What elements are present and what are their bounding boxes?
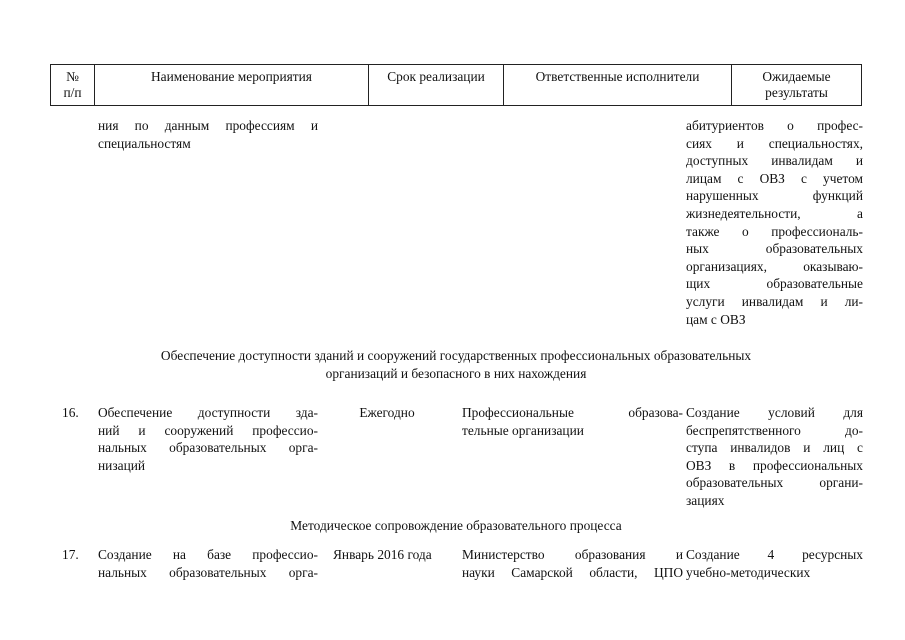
section-heading-line: организаций и безопасного в них нахождения: [325, 365, 587, 381]
table-header: [50, 64, 862, 106]
row-16-term: Ежегодно: [359, 405, 415, 420]
continued-result-line: абитуриентов о профес-: [686, 118, 863, 133]
continued-result-line: ных образовательных: [686, 241, 863, 257]
row-17-responsible: [462, 546, 683, 581]
continued-result-line: доступных инвалидам и: [686, 153, 863, 169]
continued-result-line: сиях и специальностях,: [686, 135, 863, 151]
row-17-responsible-line: Министерство образования и: [462, 547, 683, 562]
row-17-name: [98, 546, 318, 581]
row-17-name-line: Создание на базе профессио-: [98, 547, 318, 562]
row-16-name: [98, 404, 318, 474]
row-16-name-line: нальных образовательных орга-: [98, 440, 318, 456]
continued-result-line: щих образовательные: [686, 276, 863, 292]
row-16-result-line: беспрепятственного до-: [686, 422, 863, 438]
row-16-result-line: зациях: [686, 492, 725, 508]
continued-name-line: ния по данным профессиям и: [98, 118, 318, 133]
row-16-result-line: Создание условий для: [686, 405, 863, 420]
row-16-result-line: образовательных органи-: [686, 475, 863, 491]
header-term: Срок реализации: [369, 65, 504, 105]
row-16-result: [686, 404, 863, 510]
section-heading-accessibility: [50, 347, 862, 382]
row-17-result-line: Создание 4 ресурсных: [686, 547, 863, 562]
continued-result-line: организациях, оказываю-: [686, 258, 863, 274]
row-17-name-line: нальных образовательных орга-: [98, 564, 318, 580]
continued-result-line: услуги инвалидам и ли-: [686, 293, 863, 309]
row-16-result-line: ОВЗ в профессиональных: [686, 457, 863, 473]
continued-name: [98, 117, 318, 152]
row-16-result-line: ступа инвалидов и лиц с: [686, 440, 863, 456]
row-16-responsible: [462, 404, 683, 439]
continued-result: [686, 117, 863, 328]
continued-result-line: лицам с ОВЗ с учетом: [686, 170, 863, 186]
header-name: Наименование мероприятия: [95, 65, 369, 105]
header-number: № п/п: [51, 65, 95, 105]
continued-result-line: жизнедеятельности, а: [686, 205, 863, 221]
header-result: Ожидаемые результаты: [762, 69, 831, 100]
row-16-name-line: Обеспечение доступности зда-: [98, 405, 318, 420]
section-heading-line: Обеспечение доступности зданий и сооружений государственных профессиональных образовательных: [160, 348, 752, 363]
row-16-responsible-line: тельные организации: [462, 422, 584, 438]
row-17-result-line: учебно-методических: [686, 564, 811, 580]
continued-name-line: специальностям: [98, 135, 191, 151]
section-heading-methodology: [50, 517, 862, 535]
row-16-number: 16.: [62, 405, 79, 420]
header-responsible: Ответственные исполнители: [504, 65, 732, 105]
row-16-name-line: низаций: [98, 457, 146, 473]
section-heading-line: Методическое сопровождение образовательного процесса: [290, 518, 622, 533]
row-17-number: 17.: [62, 547, 79, 562]
row-17-responsible-line: науки Самарской области, ЦПО: [462, 564, 683, 580]
row-17-result: [686, 546, 863, 581]
row-17-term: Январь 2016 года: [333, 547, 432, 562]
continued-result-line: цам с ОВЗ: [686, 311, 746, 327]
continued-result-line: нарушенных функций: [686, 188, 863, 204]
continued-result-line: также о профессиональ-: [686, 223, 863, 239]
row-16-name-line: ний и сооружений профессио-: [98, 422, 318, 438]
row-16-responsible-line: Профессиональные образова-: [462, 405, 683, 420]
